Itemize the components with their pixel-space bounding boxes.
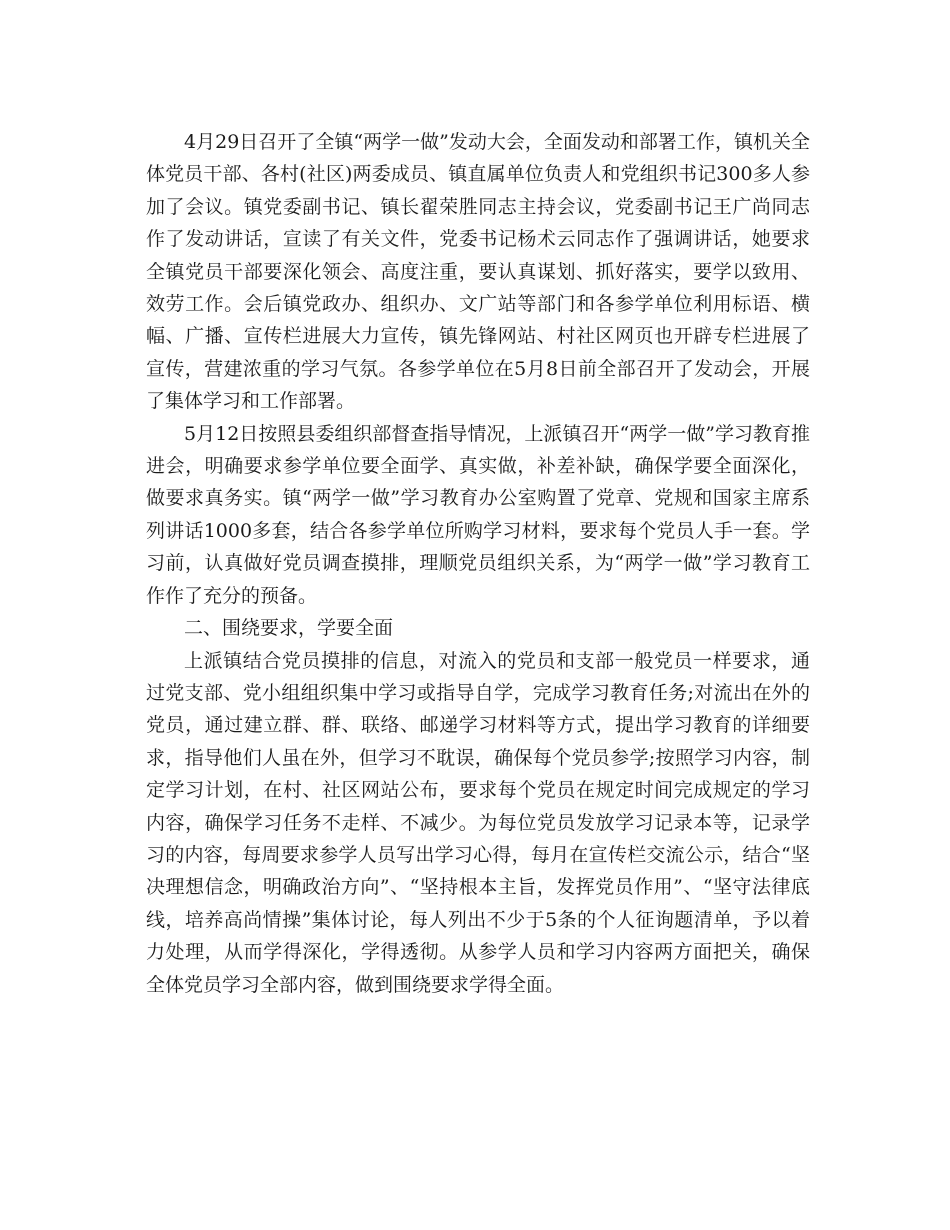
section-heading: 二、围绕要求，学要全面 xyxy=(184,617,394,640)
paragraph-promotion-meeting: 5月12日按照县委组织部督查指导情况，上派镇召开“两学一做”学习教育推进会，明确要求参学单位要全面学、真实做，补差补缺，确保学要全面深化，做要求真务实。镇“两学一做”学习教育办公室购置了党章、党规和国家主席系列讲话1000多套，结合各参学单位所购学习材料，要求每个党员人手一套。学习前，认真做好党员调查摸排，理顺党员组织关系，为“两学一做”学习教育工作作了充分的预备。 xyxy=(146,422,810,607)
document-body xyxy=(146,126,810,1001)
paragraph-mobilization-meeting: 4月29日召开了全镇“两学一做”发动大会，全面发动和部署工作，镇机关全体党员干部、各村(社区)两委成员、镇直属单位负责人和党组织书记300多人参加了会议。镇党委副书记、镇长翟荣胜同志主持会议，党委副书记王广尚同志作了发动讲话，宣读了有关文件，党委书记杨术云同志作了强调讲话，她要求全镇党员干部要深化领会、高度注重，要认真谋划、抓好落实，要学以致用、效劳工作。会后镇党政办、组织办、文广站等部门和各参学单位利用标语、横幅、广播、宣传栏进展大力宣传，镇先锋网站、村社区网页也开辟专栏进展了宣传，营建浓重的学习气氛。各参学单位在5月8日前全部召开了发动会，开展了集体学习和工作部署。 xyxy=(146,131,810,413)
paragraph-study-requirements: 上派镇结合党员摸排的信息，对流入的党员和支部一般党员一样要求，通过党支部、党小组组织集中学习或指导自学，完成学习教育任务;对流出在外的党员，通过建立群、群、联络、邮递学习材料等方式，提出学习教育的详细要求，指导他们人虽在外，但学习不耽误，确保每个党员参学;按照学习内容，制定学习计划，在村、社区网站公布，要求每个党员在规定时间完成规定的学习内容，确保学习任务不走样、不减少。为每位党员发放学习记录本等，记录学习的内容，每周要求参学人员写出学习心得，每月在宣传栏交流公示，结合“坚决理想信念，明确政治方向”、“坚持根本主旨，发挥党员作用”、“坚守法律底线，培养高尚情操”集体讨论，每人列出不少于5条的个人征询题清单，予以着力处理，从而学得深化，学得透彻。从参学人员和学习内容两方面把关，确保全体党员学习全部内容，做到围绕要求学得全面。 xyxy=(146,649,810,996)
